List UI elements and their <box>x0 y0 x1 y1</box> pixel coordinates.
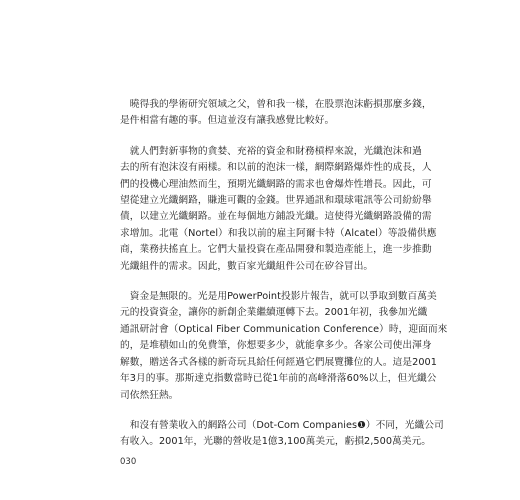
text-line: 和沒有營業收入的網路公司（Dot-Com Companies❶）不同，光纖公司 <box>120 419 444 431</box>
page-number: 030 <box>120 457 137 467</box>
text-line: 元的投資資金，讓你的新創企業繼續運轉下去。2001年初，我參加光纖 <box>120 307 428 319</box>
text-line: 的，是堆積如山的免費筆，你想要多少，就能拿多少。各家公司使出渾身 <box>120 340 432 352</box>
text-line: 商，業務扶搖直上。它們大量投資在產品開發和製造產能上，進一步推動 <box>120 244 432 256</box>
text-line: 光纖組件的需求。因此，數百家光纖組件公司在矽谷冒出。 <box>120 260 374 272</box>
text-line: 司依然狂熱。 <box>120 389 179 401</box>
text-line: 年3月的事。那斯達克指數當時已從1年前的高峰滑落60%以上，但光纖公 <box>120 373 437 385</box>
paragraph-3 <box>120 289 448 404</box>
text-line: 是件相當有趣的事。但這並沒有讓我感覺比較好。 <box>120 115 335 127</box>
paragraph-4 <box>120 418 444 451</box>
text-line: 資金是無限的。光是用PowerPoint投影片報告，就可以爭取到數百萬美 <box>120 291 437 303</box>
text-line: 有收入。2001年，光聯的營收是1億3,100萬美元，虧損2,500萬美元。 <box>120 436 431 448</box>
text-line: 解數，贈送各式各樣的新奇玩具給任何經過它們展覽攤位的人。這是2001 <box>120 356 437 368</box>
text-line: 債，以建立光纖網路。並在每個地方鋪設光纖。這使得光纖網路設備的需 <box>120 211 432 223</box>
text-line: 求增加。北電（Nortel）和我以前的雇主阿爾卡特（Alcatel）等設備供應 <box>120 227 437 239</box>
body-text <box>120 97 448 465</box>
text-line: 們的投機心理油然而生，預期光纖網路的需求也會爆炸性增長。因此，可 <box>120 178 432 190</box>
text-line: 就人們對新事物的貪婪、充裕的資金和財務槓桿來說，光纖泡沫和過 <box>120 145 422 157</box>
text-line: 曉得我的學術研究領域之父，曾和我一樣，在股票泡沫虧損那麼多錢， <box>120 99 432 110</box>
text-line: 通訊研討會（Optical Fiber Communication Conference）時，迎面而來 <box>120 323 448 335</box>
paragraph-2 <box>120 144 437 275</box>
text-line: 去的所有泡沫沒有兩樣。和以前的泡沫一樣，網際網路爆炸性的成長，人 <box>120 162 432 174</box>
paragraph-1 <box>120 97 432 130</box>
text-line: 望從建立光纖網路，賺進可觀的金錢。世界通訊和環球電訊等公司紛紛舉 <box>120 195 432 207</box>
